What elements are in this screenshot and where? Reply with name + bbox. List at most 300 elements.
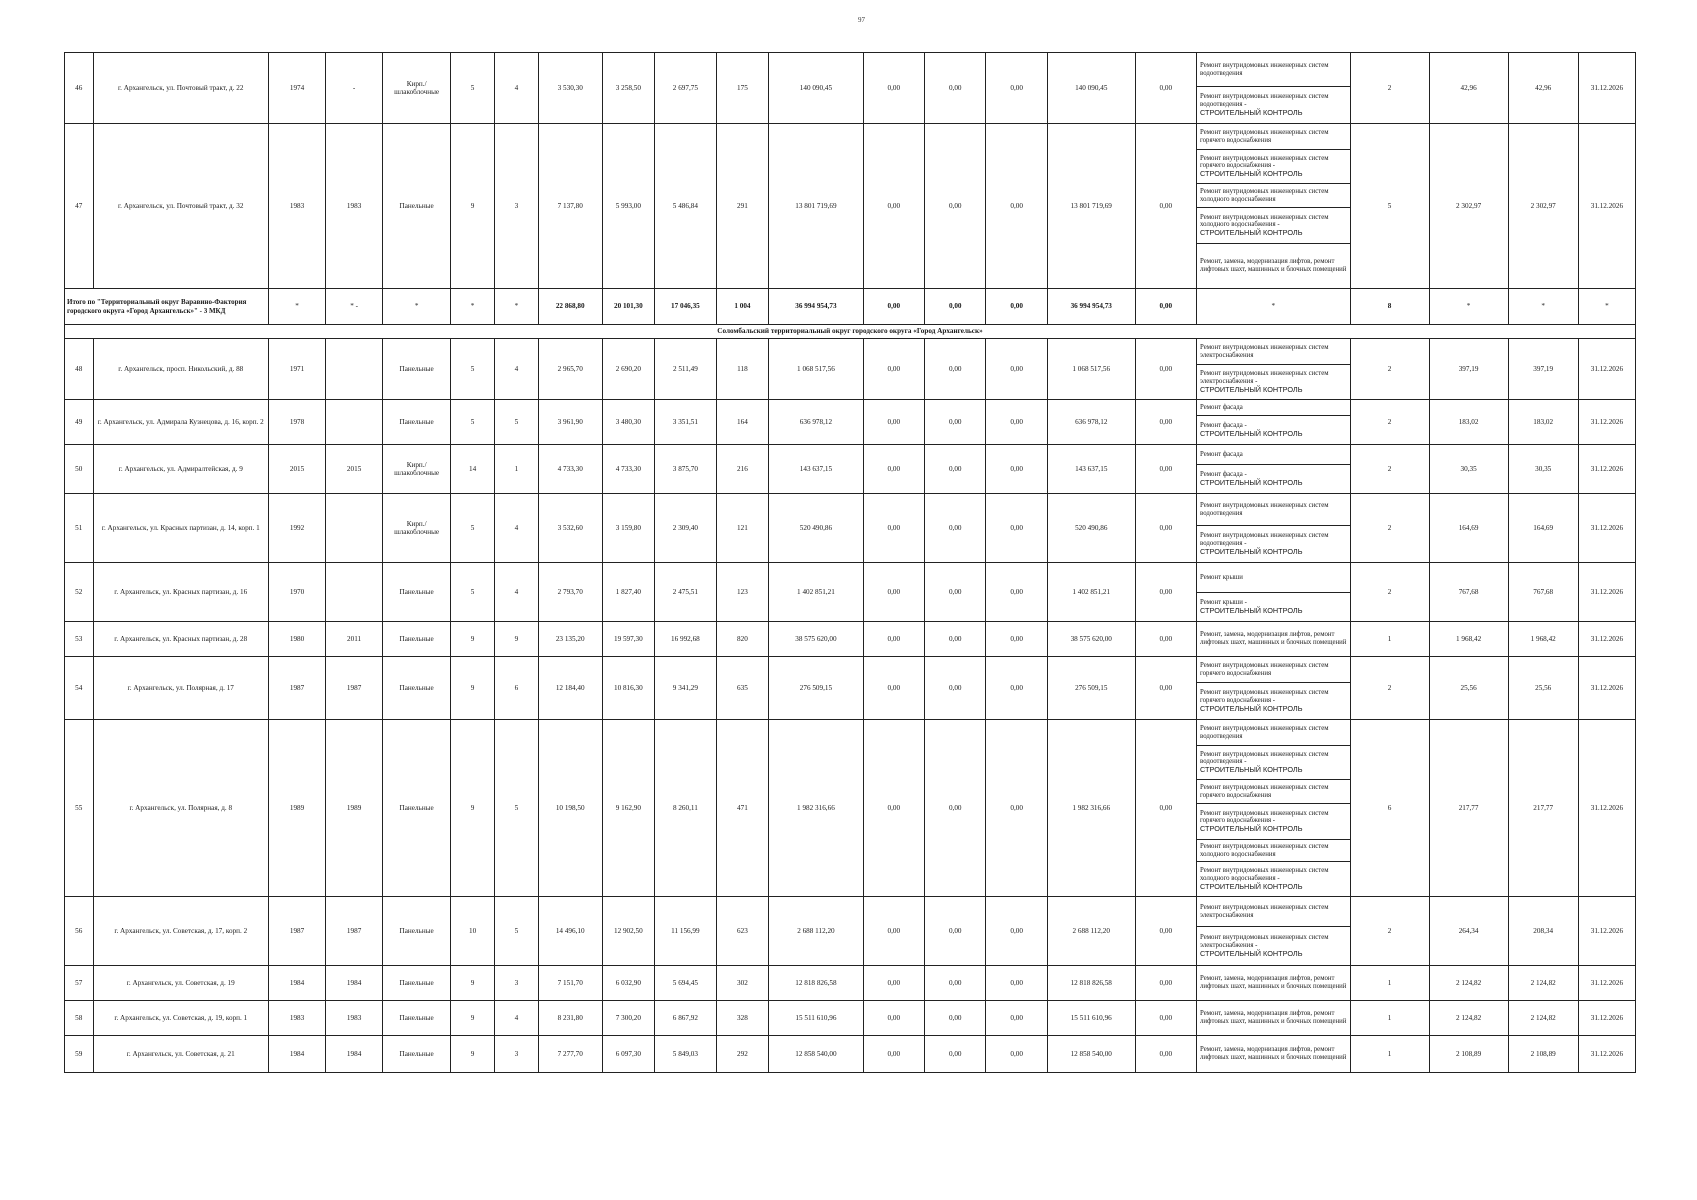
cell-s1: 2 965,70 xyxy=(538,339,602,400)
address-cell: г. Архангельск, ул. Адмиралтейская, д. 9 xyxy=(93,445,269,494)
work-item-text: Ремонт внутридомовых инженерных систем водоотведения xyxy=(1200,501,1329,517)
cell-y1: 1984 xyxy=(269,966,326,1001)
work-item-text: Ремонт внутридомовых инженерных систем горячего водоснабжения xyxy=(1200,661,1329,677)
cell-cost: 140 090,45 xyxy=(769,53,863,124)
cell-s1: 3 532,60 xyxy=(538,494,602,563)
total-deadline-cell: * xyxy=(1578,289,1635,325)
unit-cost-cell: 30,35 xyxy=(1429,445,1508,494)
deadline-cell: 31.12.2026 xyxy=(1578,622,1635,657)
cell-f1: 0,00 xyxy=(863,124,924,289)
unit-cost-cell: 1 968,42 xyxy=(1429,622,1508,657)
works-cell xyxy=(1197,494,1351,563)
unit-cost-cell: 397,19 xyxy=(1429,339,1508,400)
cell-en: 6 xyxy=(495,657,539,720)
cell-own: 1 068 517,56 xyxy=(1047,339,1135,400)
work-item xyxy=(1197,416,1350,444)
construction-control-label: СТРОИТЕЛЬНЫЙ КОНТРОЛЬ xyxy=(1200,881,1303,891)
row-number-cell: 46 xyxy=(65,53,94,124)
cell-s3: 2 475,51 xyxy=(655,563,716,622)
works-cell xyxy=(1197,1036,1351,1073)
cell-f1: 0,00 xyxy=(863,400,924,445)
works-cell xyxy=(1197,720,1351,897)
cell-y2: 1984 xyxy=(326,1036,383,1073)
work-item xyxy=(1197,563,1350,593)
work-item xyxy=(1197,622,1350,656)
cell-mat: Панельные xyxy=(383,1036,451,1073)
cell-f1: 0,00 xyxy=(863,339,924,400)
total-cell-s2: 20 101,30 xyxy=(602,289,655,325)
row-number-cell: 56 xyxy=(65,897,94,966)
works-count-cell: 1 xyxy=(1350,1036,1429,1073)
cell-s1: 4 733,30 xyxy=(538,445,602,494)
cell-s3: 5 849,03 xyxy=(655,1036,716,1073)
work-item-text: Ремонт внутридомовых инженерных систем холодного водоснабжения - xyxy=(1200,213,1329,229)
total-count-cell: 8 xyxy=(1350,289,1429,325)
cell-s3: 6 867,92 xyxy=(655,1001,716,1036)
row-number-cell: 55 xyxy=(65,720,94,897)
cell-ppl: 175 xyxy=(716,53,769,124)
cell-cost: 38 575 620,00 xyxy=(769,622,863,657)
cell-ppl: 216 xyxy=(716,445,769,494)
cell-own: 276 509,15 xyxy=(1047,657,1135,720)
work-item-text: Ремонт фасада - xyxy=(1200,471,1247,479)
address-cell: г. Архангельск, ул. Красных партизан, д. 16 xyxy=(93,563,269,622)
construction-control-label: СТРОИТЕЛЬНЫЙ КОНТРОЛЬ xyxy=(1200,384,1303,394)
cell-f3: 0,00 xyxy=(986,400,1047,445)
cell-s1: 2 793,70 xyxy=(538,563,602,622)
works-count-cell: 2 xyxy=(1350,400,1429,445)
construction-control-label: СТРОИТЕЛЬНЫЙ КОНТРОЛЬ xyxy=(1200,107,1303,117)
work-item xyxy=(1197,184,1350,208)
work-item xyxy=(1197,124,1350,150)
work-item xyxy=(1197,494,1350,526)
cell-y1: 1989 xyxy=(269,720,326,897)
unit-cost-cell: 25,56 xyxy=(1429,657,1508,720)
cell-y2: 1987 xyxy=(326,897,383,966)
table-row xyxy=(65,563,1636,622)
cell-y2: 1989 xyxy=(326,720,383,897)
cell-f3: 0,00 xyxy=(986,494,1047,563)
deadline-cell: 31.12.2026 xyxy=(1578,897,1635,966)
unit-cost-limit-cell: 2 124,82 xyxy=(1508,1001,1578,1036)
cell-fl: 9 xyxy=(451,966,495,1001)
deadline-cell: 31.12.2026 xyxy=(1578,339,1635,400)
cell-f3: 0,00 xyxy=(986,124,1047,289)
row-number-cell: 54 xyxy=(65,657,94,720)
cell-f5: 0,00 xyxy=(1135,563,1196,622)
row-number-cell: 47 xyxy=(65,124,94,289)
construction-control-label: СТРОИТЕЛЬНЫЙ КОНТРОЛЬ xyxy=(1200,765,1303,775)
cell-en: 3 xyxy=(495,1036,539,1073)
cell-f1: 0,00 xyxy=(863,563,924,622)
cell-cost: 1 068 517,56 xyxy=(769,339,863,400)
unit-cost-cell: 767,68 xyxy=(1429,563,1508,622)
works-count-cell: 2 xyxy=(1350,53,1429,124)
cell-fl: 9 xyxy=(451,1036,495,1073)
cell-y1: 1987 xyxy=(269,897,326,966)
total-cell-y2: * - xyxy=(326,289,383,325)
unit-cost-cell: 2 124,82 xyxy=(1429,1001,1508,1036)
work-item-text: Ремонт крыши xyxy=(1200,573,1243,581)
total-cell-f5: 0,00 xyxy=(1135,289,1196,325)
cell-ppl: 118 xyxy=(716,339,769,400)
deadline-cell: 31.12.2026 xyxy=(1578,494,1635,563)
deadline-cell: 31.12.2026 xyxy=(1578,720,1635,897)
cell-mat: Панельные xyxy=(383,400,451,445)
works-cell xyxy=(1197,657,1351,720)
cell-s1: 7 151,70 xyxy=(538,966,602,1001)
cell-en: 3 xyxy=(495,124,539,289)
work-item-text: Ремонт внутридомовых инженерных систем электроснабжения - xyxy=(1200,934,1329,949)
cell-y1: 1992 xyxy=(269,494,326,563)
row-number-cell: 57 xyxy=(65,966,94,1001)
cell-mat: Панельные xyxy=(383,1001,451,1036)
cell-y1: 1987 xyxy=(269,657,326,720)
unit-cost-cell: 2 124,82 xyxy=(1429,966,1508,1001)
cell-f3: 0,00 xyxy=(986,563,1047,622)
unit-cost-limit-cell: 2 108,89 xyxy=(1508,1036,1578,1073)
deadline-cell: 31.12.2026 xyxy=(1578,400,1635,445)
cell-ppl: 471 xyxy=(716,720,769,897)
cell-f5: 0,00 xyxy=(1135,53,1196,124)
cell-en: 4 xyxy=(495,563,539,622)
cell-mat: Панельные xyxy=(383,124,451,289)
cell-en: 3 xyxy=(495,966,539,1001)
total-cell-mat: * xyxy=(383,289,451,325)
cell-cost: 12 858 540,00 xyxy=(769,1036,863,1073)
cell-f1: 0,00 xyxy=(863,53,924,124)
unit-cost-cell: 264,34 xyxy=(1429,897,1508,966)
unit-cost-cell: 42,96 xyxy=(1429,53,1508,124)
cell-s2: 2 690,20 xyxy=(602,339,655,400)
work-item-text: Ремонт фасада - xyxy=(1200,422,1247,430)
cell-y2 xyxy=(326,494,383,563)
cell-f3: 0,00 xyxy=(986,966,1047,1001)
cell-cost: 1 402 851,21 xyxy=(769,563,863,622)
cell-en: 4 xyxy=(495,494,539,563)
work-item-text: Ремонт внутридомовых инженерных систем водоотведения xyxy=(1200,61,1329,77)
row-number-cell: 59 xyxy=(65,1036,94,1073)
works-cell xyxy=(1197,445,1351,494)
works-cell xyxy=(1197,966,1351,1001)
works-cell xyxy=(1197,400,1351,445)
construction-control-label: СТРОИТЕЛЬНЫЙ КОНТРОЛЬ xyxy=(1200,605,1303,615)
work-item xyxy=(1197,840,1350,862)
cell-fl: 5 xyxy=(451,563,495,622)
cell-y1: 1984 xyxy=(269,1036,326,1073)
work-item-text: Ремонт внутридомовых инженерных систем водоотведения - xyxy=(1200,750,1329,766)
cell-f3: 0,00 xyxy=(986,1001,1047,1036)
cell-f2: 0,00 xyxy=(925,897,986,966)
cell-s2: 3 159,80 xyxy=(602,494,655,563)
work-item-text: Ремонт, замена, модернизация лифтов, ремонт лифтовых шахт, машинных и блочных помещений xyxy=(1200,631,1347,646)
cell-f2: 0,00 xyxy=(925,400,986,445)
works-count-cell: 2 xyxy=(1350,494,1429,563)
unit-cost-cell: 164,69 xyxy=(1429,494,1508,563)
total-label-cell: Итого по "Территориальный округ Варавино-Фактория городского округа «Город Архангельск»" - 3 МКД xyxy=(65,289,269,325)
cell-f2: 0,00 xyxy=(925,339,986,400)
cell-s2: 1 827,40 xyxy=(602,563,655,622)
total-cell-f1: 0,00 xyxy=(863,289,924,325)
cell-own: 12 858 540,00 xyxy=(1047,1036,1135,1073)
deadline-cell: 31.12.2026 xyxy=(1578,124,1635,289)
cell-f1: 0,00 xyxy=(863,720,924,897)
table-row xyxy=(65,1001,1636,1036)
cell-f5: 0,00 xyxy=(1135,445,1196,494)
table-row xyxy=(65,124,1636,289)
cell-ppl: 623 xyxy=(716,897,769,966)
works-cell xyxy=(1197,1001,1351,1036)
work-item xyxy=(1197,683,1350,719)
cell-s3: 3 351,51 xyxy=(655,400,716,445)
cell-en: 4 xyxy=(495,339,539,400)
address-cell: г. Архангельск, ул. Почтовый тракт, д. 32 xyxy=(93,124,269,289)
cell-f1: 0,00 xyxy=(863,445,924,494)
cell-f1: 0,00 xyxy=(863,494,924,563)
cell-y2: 1984 xyxy=(326,966,383,1001)
cell-f5: 0,00 xyxy=(1135,1036,1196,1073)
cell-s3: 9 341,29 xyxy=(655,657,716,720)
work-item xyxy=(1197,1036,1350,1072)
cell-mat: Панельные xyxy=(383,720,451,897)
work-item xyxy=(1197,526,1350,562)
cell-s2: 6 032,90 xyxy=(602,966,655,1001)
cell-fl: 14 xyxy=(451,445,495,494)
address-cell: г. Архангельск, ул. Полярная, д. 8 xyxy=(93,720,269,897)
cell-y2: 1983 xyxy=(326,124,383,289)
cell-f5: 0,00 xyxy=(1135,400,1196,445)
cell-f3: 0,00 xyxy=(986,339,1047,400)
address-cell: г. Архангельск, просп. Никольский, д. 88 xyxy=(93,339,269,400)
total-cell-s1: 22 868,80 xyxy=(538,289,602,325)
cell-y1: 1970 xyxy=(269,563,326,622)
total-cell-cost: 36 994 954,73 xyxy=(769,289,863,325)
cell-y2 xyxy=(326,563,383,622)
total-cell-own: 36 994 954,73 xyxy=(1047,289,1135,325)
construction-control-label: СТРОИТЕЛЬНЫЙ КОНТРОЛЬ xyxy=(1200,948,1303,958)
cell-s2: 6 097,30 xyxy=(602,1036,655,1073)
deadline-cell: 31.12.2026 xyxy=(1578,445,1635,494)
unit-cost-cell: 2 302,97 xyxy=(1429,124,1508,289)
cell-f3: 0,00 xyxy=(986,1036,1047,1073)
cell-en: 9 xyxy=(495,622,539,657)
table-row xyxy=(65,1036,1636,1073)
cell-y1: 1983 xyxy=(269,1001,326,1036)
row-number-cell: 48 xyxy=(65,339,94,400)
work-item-text: Ремонт фасада xyxy=(1200,450,1243,458)
cell-cost: 12 818 826,58 xyxy=(769,966,863,1001)
cell-own: 2 688 112,20 xyxy=(1047,897,1135,966)
address-cell: г. Архангельск, ул. Советская, д. 19 xyxy=(93,966,269,1001)
work-item xyxy=(1197,862,1350,896)
cell-ppl: 328 xyxy=(716,1001,769,1036)
cell-y1: 2015 xyxy=(269,445,326,494)
cell-fl: 5 xyxy=(451,339,495,400)
work-item xyxy=(1197,400,1350,416)
row-number-cell: 58 xyxy=(65,1001,94,1036)
construction-control-label: СТРОИТЕЛЬНЫЙ КОНТРОЛЬ xyxy=(1200,703,1303,713)
works-count-cell: 2 xyxy=(1350,445,1429,494)
construction-control-label: СТРОИТЕЛЬНЫЙ КОНТРОЛЬ xyxy=(1200,546,1303,556)
cell-f2: 0,00 xyxy=(925,445,986,494)
cell-cost: 15 511 610,96 xyxy=(769,1001,863,1036)
cell-s2: 10 816,30 xyxy=(602,657,655,720)
works-count-cell: 2 xyxy=(1350,563,1429,622)
cell-f2: 0,00 xyxy=(925,1036,986,1073)
construction-control-label: СТРОИТЕЛЬНЫЙ КОНТРОЛЬ xyxy=(1200,477,1303,487)
cell-y2 xyxy=(326,400,383,445)
register-sheet xyxy=(64,52,1636,1137)
cell-y1: 1980 xyxy=(269,622,326,657)
cell-mat: Панельные xyxy=(383,897,451,966)
cell-f3: 0,00 xyxy=(986,53,1047,124)
unit-cost-limit-cell: 767,68 xyxy=(1508,563,1578,622)
works-count-cell: 2 xyxy=(1350,339,1429,400)
cell-s3: 5 694,45 xyxy=(655,966,716,1001)
cell-s3: 11 156,99 xyxy=(655,897,716,966)
cell-s3: 3 875,70 xyxy=(655,445,716,494)
cell-y2: 2011 xyxy=(326,622,383,657)
cell-y1: 1974 xyxy=(269,53,326,124)
cell-cost: 636 978,12 xyxy=(769,400,863,445)
cell-fl: 9 xyxy=(451,1001,495,1036)
cell-f1: 0,00 xyxy=(863,622,924,657)
work-item xyxy=(1197,657,1350,683)
work-item xyxy=(1197,339,1350,365)
work-item xyxy=(1197,53,1350,87)
address-cell: г. Архангельск, ул. Красных партизан, д. 28 xyxy=(93,622,269,657)
unit-cost-limit-cell: 397,19 xyxy=(1508,339,1578,400)
unit-cost-limit-cell: 30,35 xyxy=(1508,445,1578,494)
cell-cost: 13 801 719,69 xyxy=(769,124,863,289)
cell-s3: 2 309,40 xyxy=(655,494,716,563)
deadline-cell: 31.12.2026 xyxy=(1578,966,1635,1001)
total-unit-cost-cell: * xyxy=(1429,289,1508,325)
work-item-text: Ремонт внутридомовых инженерных систем холодного водоснабжения - xyxy=(1200,867,1329,882)
cell-f2: 0,00 xyxy=(925,966,986,1001)
table-row xyxy=(65,445,1636,494)
cell-s1: 14 496,10 xyxy=(538,897,602,966)
cell-own: 143 637,15 xyxy=(1047,445,1135,494)
cell-f5: 0,00 xyxy=(1135,124,1196,289)
cell-y1: 1983 xyxy=(269,124,326,289)
cell-ppl: 291 xyxy=(716,124,769,289)
work-item-text: Ремонт внутридомовых инженерных систем горячего водоснабжения - xyxy=(1200,809,1329,825)
table-row xyxy=(65,494,1636,563)
address-cell: г. Архангельск, ул. Советская, д. 19, корп. 1 xyxy=(93,1001,269,1036)
total-works-cell: * xyxy=(1197,289,1351,325)
cell-f3: 0,00 xyxy=(986,657,1047,720)
cell-f2: 0,00 xyxy=(925,494,986,563)
cell-mat: Кирп./ шлакоблочные xyxy=(383,53,451,124)
work-item-text: Ремонт, замена, модернизация лифтов, ремонт лифтовых шахт, машинных и блочных помещений xyxy=(1200,1010,1347,1025)
cell-mat: Панельные xyxy=(383,622,451,657)
row-number-cell: 50 xyxy=(65,445,94,494)
works-cell xyxy=(1197,897,1351,966)
page-number: 97 xyxy=(858,16,865,24)
row-number-cell: 52 xyxy=(65,563,94,622)
works-cell xyxy=(1197,563,1351,622)
cell-y1: 1971 xyxy=(269,339,326,400)
work-item xyxy=(1197,1001,1350,1035)
work-item-text: Ремонт внутридомовых инженерных систем водоотведения - xyxy=(1200,532,1329,547)
address-cell: г. Архангельск, ул. Почтовый тракт, д. 22 xyxy=(93,53,269,124)
work-item xyxy=(1197,365,1350,399)
row-number-cell: 49 xyxy=(65,400,94,445)
cell-fl: 5 xyxy=(451,53,495,124)
cell-ppl: 635 xyxy=(716,657,769,720)
cell-y2: 2015 xyxy=(326,445,383,494)
table-row xyxy=(65,720,1636,897)
work-item xyxy=(1197,593,1350,621)
cell-s1: 8 231,80 xyxy=(538,1001,602,1036)
cell-ppl: 292 xyxy=(716,1036,769,1073)
work-item-text: Ремонт внутридомовых инженерных систем горячего водоснабжения xyxy=(1200,783,1329,799)
total-cell-ppl: 1 004 xyxy=(716,289,769,325)
work-item xyxy=(1197,445,1350,465)
cell-f3: 0,00 xyxy=(986,445,1047,494)
address-cell: г. Архангельск, ул. Советская, д. 21 xyxy=(93,1036,269,1073)
cell-mat: Панельные xyxy=(383,339,451,400)
cell-s2: 9 162,90 xyxy=(602,720,655,897)
cell-f5: 0,00 xyxy=(1135,1001,1196,1036)
cell-s3: 5 486,84 xyxy=(655,124,716,289)
works-count-cell: 2 xyxy=(1350,657,1429,720)
cell-own: 38 575 620,00 xyxy=(1047,622,1135,657)
cell-en: 5 xyxy=(495,400,539,445)
cell-s3: 16 992,68 xyxy=(655,622,716,657)
works-count-cell: 1 xyxy=(1350,622,1429,657)
cell-f5: 0,00 xyxy=(1135,897,1196,966)
address-cell: г. Архангельск, ул. Адмирала Кузнецова, д. 16, корп. 2 xyxy=(93,400,269,445)
unit-cost-cell: 217,77 xyxy=(1429,720,1508,897)
cell-s2: 4 733,30 xyxy=(602,445,655,494)
works-count-cell: 1 xyxy=(1350,966,1429,1001)
cell-s2: 5 993,00 xyxy=(602,124,655,289)
works-cell xyxy=(1197,339,1351,400)
cell-y2 xyxy=(326,339,383,400)
cell-cost: 1 982 316,66 xyxy=(769,720,863,897)
work-item-text: Ремонт внутридомовых инженерных систем электроснабжения - xyxy=(1200,370,1329,385)
unit-cost-limit-cell: 208,34 xyxy=(1508,897,1578,966)
work-item xyxy=(1197,746,1350,780)
cell-mat: Панельные xyxy=(383,966,451,1001)
cell-en: 1 xyxy=(495,445,539,494)
unit-cost-limit-cell: 1 968,42 xyxy=(1508,622,1578,657)
cell-cost: 143 637,15 xyxy=(769,445,863,494)
cell-en: 4 xyxy=(495,53,539,124)
works-count-cell: 5 xyxy=(1350,124,1429,289)
deadline-cell: 31.12.2026 xyxy=(1578,1001,1635,1036)
cell-y2: 1987 xyxy=(326,657,383,720)
deadline-cell: 31.12.2026 xyxy=(1578,563,1635,622)
section-header-row xyxy=(65,325,1636,339)
cell-s1: 23 135,20 xyxy=(538,622,602,657)
work-item-text: Ремонт внутридомовых инженерных систем холодного водоснабжения xyxy=(1200,842,1329,858)
total-row xyxy=(65,289,1636,325)
cell-f5: 0,00 xyxy=(1135,622,1196,657)
table-row xyxy=(65,897,1636,966)
cell-y2: 1983 xyxy=(326,1001,383,1036)
total-cell-fl: * xyxy=(451,289,495,325)
cell-cost: 2 688 112,20 xyxy=(769,897,863,966)
work-item-text: Ремонт внутридомовых инженерных систем горячего водоснабжения - xyxy=(1200,689,1329,704)
housing-repair-register-table xyxy=(64,52,1636,1073)
cell-mat: Кирп./ шлакоблочные xyxy=(383,445,451,494)
work-item xyxy=(1197,804,1350,840)
work-item-text: Ремонт крыши - xyxy=(1200,599,1247,607)
cell-own: 13 801 719,69 xyxy=(1047,124,1135,289)
